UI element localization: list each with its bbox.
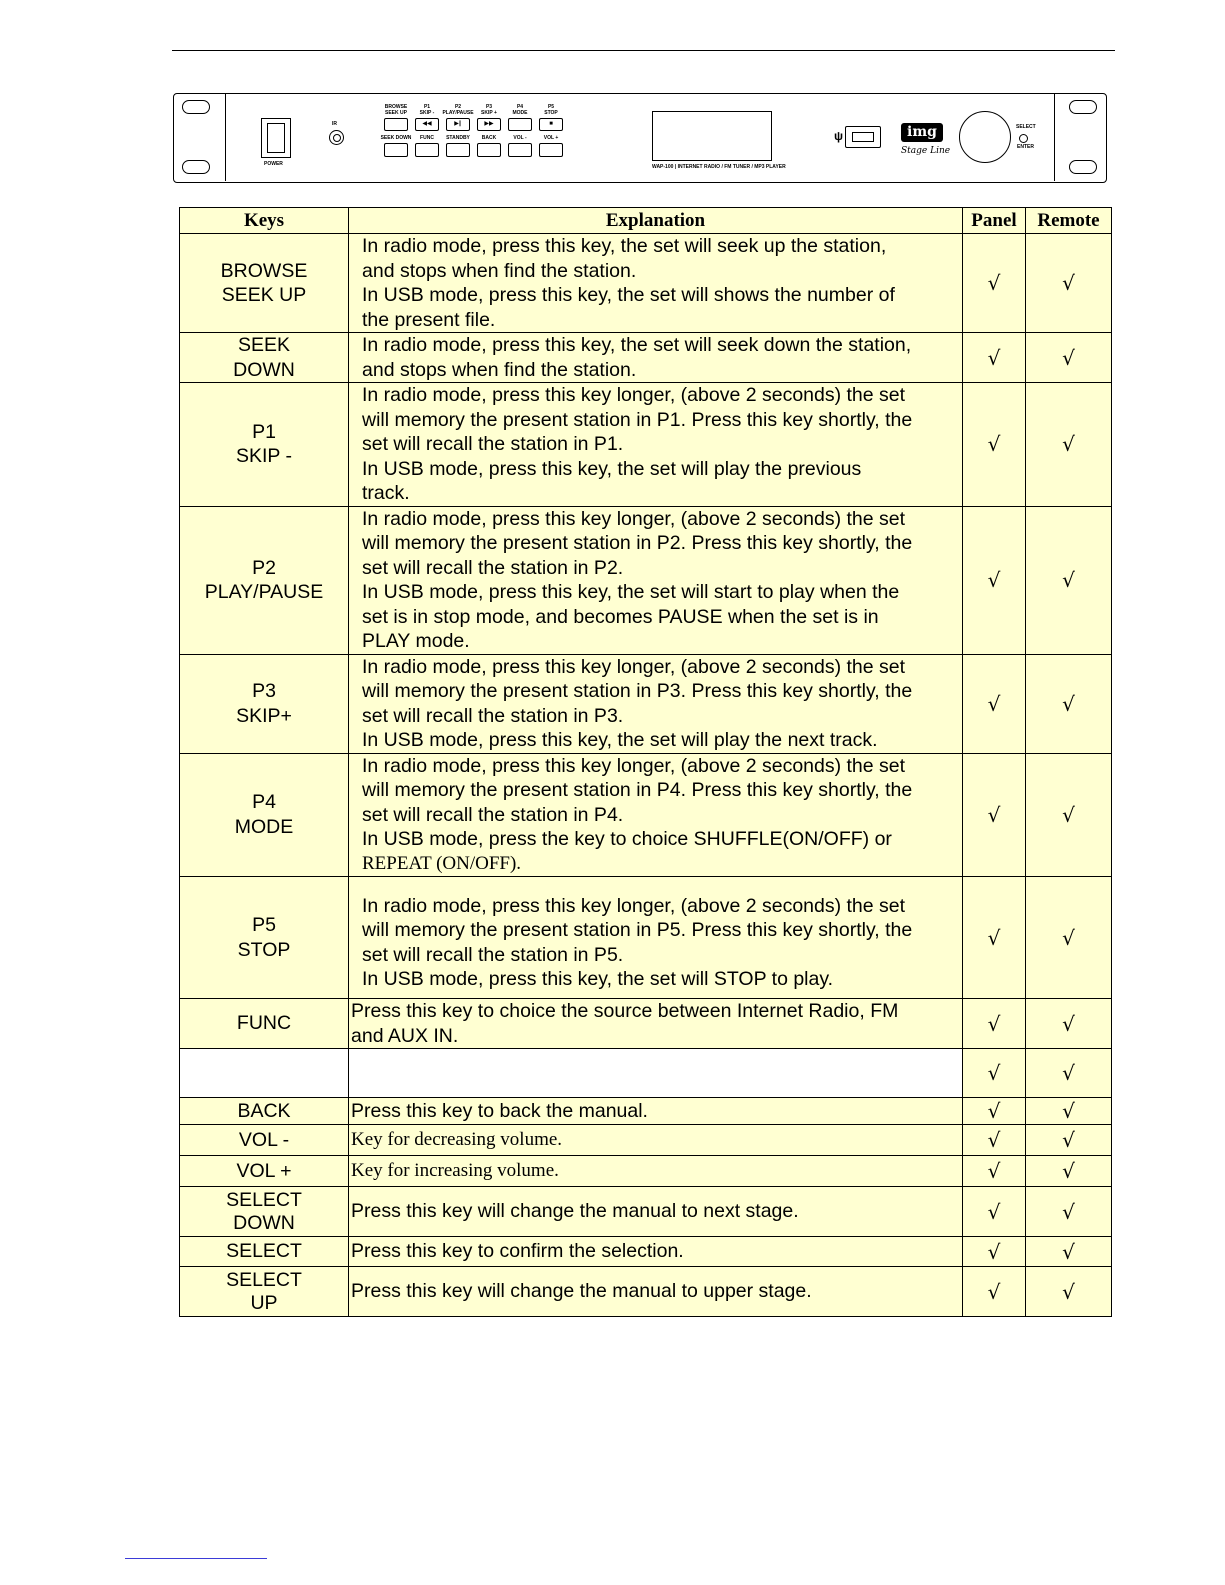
- table-row: [180, 877, 1112, 999]
- footer-link-underline: [125, 1558, 267, 1559]
- panel-key-bottom: [477, 143, 501, 157]
- explanation-line: the present file.: [362, 308, 496, 331]
- panel-key-label: VOL -: [513, 135, 527, 141]
- explanation-line: will memory the present station in P5. Press this key shortly, the: [362, 919, 913, 941]
- panel-check: √: [963, 1125, 1026, 1156]
- explanation-cell: [349, 1156, 963, 1187]
- key-cell: [180, 1098, 349, 1125]
- explanation-cell: [349, 654, 963, 753]
- explanation-line: set will recall the station in P5.: [362, 943, 624, 966]
- mounting-slot: [1069, 160, 1097, 174]
- panel-check: √: [963, 654, 1026, 753]
- header-keys: Keys: [180, 208, 349, 234]
- key-cell: [180, 1267, 349, 1317]
- key-cell: [180, 1156, 349, 1187]
- mounting-slot: [182, 160, 210, 174]
- table-row: [180, 999, 1112, 1049]
- explanation-line: In radio mode, press this key longer, (above 2 seconds) the set: [362, 894, 906, 917]
- table-row: [180, 506, 1112, 654]
- explanation-line: In radio mode, press this key, the set will seek down the station,: [362, 334, 912, 356]
- panel-check: √: [963, 234, 1026, 333]
- header-panel: Panel: [963, 208, 1026, 234]
- panel-key-top: ◀◀: [415, 118, 439, 131]
- explanation-cell: [349, 1098, 963, 1125]
- table-row: [180, 1098, 1112, 1125]
- key-name: SELECT: [226, 1240, 302, 1263]
- remote-check: √: [1026, 1237, 1112, 1267]
- key-name: SKIP -: [236, 445, 292, 468]
- table-row: [180, 1267, 1112, 1317]
- panel-check: √: [963, 753, 1026, 877]
- panel-check: √: [963, 1237, 1026, 1267]
- remote-check: √: [1026, 1049, 1112, 1098]
- panel-check: √: [963, 1267, 1026, 1317]
- panel-check: √: [963, 1156, 1026, 1187]
- panel-key-label-bottom: MODE: [512, 110, 528, 116]
- panel-key-label-bottom: SKIP -: [419, 110, 435, 116]
- panel-key-bottom: [384, 143, 408, 157]
- explanation-line: and stops when find the station.: [362, 358, 637, 381]
- remote-check: √: [1026, 506, 1112, 654]
- explanation-line: Key for decreasing volume.: [351, 1128, 563, 1150]
- panel-key-top: ■: [539, 118, 563, 131]
- panel-key-label-top: P3: [485, 104, 493, 110]
- panel-check: √: [963, 383, 1026, 507]
- panel-check: √: [963, 1049, 1026, 1098]
- enter-icon: [1019, 134, 1028, 143]
- key-cell: [180, 1049, 349, 1098]
- panel-key-label-top: P4: [516, 104, 524, 110]
- panel-check: √: [963, 333, 1026, 383]
- panel-key-bottom: [508, 143, 532, 157]
- explanation-line: In USB mode, press this key, the set will STOP to play.: [362, 968, 834, 990]
- explanation-line: set will recall the station in P3.: [362, 704, 624, 727]
- panel-check: √: [963, 877, 1026, 999]
- table-row: [180, 1125, 1112, 1156]
- key-cell: [180, 1125, 349, 1156]
- explanation-line: Press this key to back the manual.: [351, 1099, 648, 1122]
- key-name: BROWSE: [220, 259, 308, 282]
- panel-check: √: [963, 999, 1026, 1049]
- remote-check: √: [1026, 234, 1112, 333]
- key-cell: [180, 1237, 349, 1267]
- explanation-line: REPEAT (ON/OFF).: [362, 852, 522, 874]
- select-label: SELECT: [1016, 124, 1036, 130]
- key-name: DOWN: [233, 358, 295, 381]
- remote-check: √: [1026, 1187, 1112, 1237]
- power-label: POWER: [264, 161, 283, 167]
- explanation-cell: [349, 877, 963, 999]
- key-name: MODE: [234, 815, 294, 838]
- usb-icon: ψ: [834, 129, 844, 143]
- explanation-line: Key for increasing volume.: [351, 1159, 559, 1181]
- remote-check: √: [1026, 1125, 1112, 1156]
- explanation-line: In USB mode, press this key, the set will start to play when the: [362, 581, 900, 603]
- header-remote: Remote: [1026, 208, 1112, 234]
- select-knob: [959, 111, 1011, 163]
- panel-key-label: STANDBY: [446, 135, 470, 141]
- table-row: [180, 1156, 1112, 1187]
- explanation-line: In radio mode, press this key longer, (above 2 seconds) the set: [362, 507, 906, 530]
- key-cell: [180, 383, 349, 507]
- explanation-line: In radio mode, press this key, the set will seek up the station,: [362, 235, 887, 257]
- explanation-line: In USB mode, press this key, the set will play the previous: [362, 457, 862, 480]
- key-cell: [180, 234, 349, 333]
- front-panel-illustration: [173, 93, 1107, 183]
- explanation-line: In radio mode, press this key longer, (above 2 seconds) the set: [362, 384, 906, 406]
- panel-key-label: SEEK DOWN: [380, 135, 412, 141]
- explanation-line: track.: [362, 482, 410, 504]
- key-name: STOP: [237, 938, 291, 961]
- panel-key-label-bottom: SKIP +: [481, 110, 497, 116]
- explanation-line: In radio mode, press this key longer, (above 2 seconds) the set: [362, 754, 906, 777]
- key-name: SEEK UP: [221, 284, 307, 306]
- key-cell: [180, 654, 349, 753]
- mounting-slot: [182, 100, 210, 114]
- rack-ear-right: [1054, 94, 1106, 181]
- key-cell: [180, 877, 349, 999]
- panel-key-label-top: P1: [423, 104, 431, 110]
- panel-check: √: [963, 1098, 1026, 1125]
- panel-key-label-bottom: STOP: [544, 110, 558, 116]
- explanation-line: Press this key will change the manual to next stage.: [351, 1200, 799, 1223]
- remote-check: √: [1026, 654, 1112, 753]
- explanation-line: PLAY mode.: [362, 630, 470, 652]
- explanation-line: In radio mode, press this key longer, (above 2 seconds) the set: [362, 655, 906, 678]
- table-row: [180, 333, 1112, 383]
- panel-key-label-top: P2: [454, 104, 462, 110]
- key-cell: [180, 999, 349, 1049]
- table-row: [180, 1187, 1112, 1237]
- key-name: P3: [252, 680, 276, 702]
- key-name: P5: [252, 914, 276, 936]
- table-row: [180, 753, 1112, 877]
- explanation-line: set will recall the station in P4.: [362, 803, 624, 826]
- explanation-cell: [349, 1125, 963, 1156]
- key-name: PLAY/PAUSE: [204, 581, 324, 603]
- mounting-slot: [1069, 100, 1097, 114]
- panel-check: √: [963, 1187, 1026, 1237]
- key-name: UP: [250, 1291, 278, 1314]
- rack-ear-left: [174, 94, 226, 181]
- usb-port: [845, 126, 881, 148]
- panel-key-label-bottom: SEEK UP: [385, 110, 407, 116]
- explanation-line: will memory the present station in P2. Press this key shortly, the: [362, 532, 913, 554]
- power-switch: [261, 118, 291, 158]
- explanation-cell: [349, 383, 963, 507]
- table-row: [180, 1049, 1112, 1098]
- panel-check: √: [963, 506, 1026, 654]
- key-cell: [180, 333, 349, 383]
- remote-check: √: [1026, 333, 1112, 383]
- panel-key-bottom: [539, 143, 563, 157]
- explanation-cell: [349, 1187, 963, 1237]
- explanation-line: Press this key will change the manual to upper stage.: [351, 1280, 812, 1303]
- panel-key-top: [508, 118, 532, 131]
- table-row: [180, 234, 1112, 333]
- header-rule: [172, 50, 1115, 51]
- explanation-cell: [349, 753, 963, 877]
- key-name: SELECT: [226, 1268, 302, 1291]
- panel-key-top: ▶∥: [446, 118, 470, 131]
- panel-key-top: ▶▶: [477, 118, 501, 131]
- explanation-line: Press this key to confirm the selection.: [351, 1240, 684, 1263]
- key-name: SKIP+: [236, 704, 292, 727]
- key-name: P1: [252, 420, 276, 443]
- key-name: SEEK: [237, 334, 291, 356]
- explanation-cell: [349, 234, 963, 333]
- remote-check: √: [1026, 383, 1112, 507]
- remote-check: √: [1026, 1098, 1112, 1125]
- panel-key-label-top: P5: [547, 104, 555, 110]
- explanation-line: In USB mode, press the key to choice SHUFFLE(ON/OFF) or: [362, 828, 892, 850]
- table-body: [180, 234, 1112, 1317]
- explanation-line: set will recall the station in P1.: [362, 433, 624, 455]
- explanation-cell: [349, 333, 963, 383]
- model-label: WAP-100 | INTERNET RADIO / FM TUNER / MP3 PLAYER: [652, 164, 786, 170]
- panel-key-label-top: BROWSE: [384, 104, 408, 110]
- key-name: FUNC: [236, 1012, 292, 1035]
- table-row: [180, 383, 1112, 507]
- explanation-line: set is in stop mode, and becomes PAUSE when the set is in: [362, 605, 879, 628]
- key-cell: [180, 1187, 349, 1237]
- panel-key-bottom: [446, 143, 470, 157]
- key-cell: [180, 753, 349, 877]
- explanation-cell: [349, 1267, 963, 1317]
- key-name: BACK: [237, 1099, 291, 1122]
- panel-key-top: [384, 118, 408, 131]
- explanation-line: In USB mode, press this key, the set will shows the number of: [362, 284, 895, 306]
- explanation-cell: [349, 1049, 963, 1098]
- explanation-cell: [349, 999, 963, 1049]
- panel-key-label: FUNC: [420, 135, 434, 141]
- explanation-line: Press this key to choice the source between Internet Radio, FM: [351, 1000, 899, 1022]
- key-name: P2: [252, 556, 276, 579]
- explanation-line: will memory the present station in P4. Press this key shortly, the: [362, 779, 913, 801]
- remote-check: √: [1026, 753, 1112, 877]
- table-row: [180, 654, 1112, 753]
- remote-check: √: [1026, 1156, 1112, 1187]
- key-name: SELECT: [226, 1188, 302, 1211]
- brand-logo-sub: Stage Line: [901, 146, 951, 156]
- remote-check: √: [1026, 1267, 1112, 1317]
- key-name: P4: [252, 791, 276, 814]
- header-explanation: Explanation: [349, 208, 963, 234]
- key-name: VOL -: [238, 1128, 290, 1151]
- key-name: DOWN: [233, 1211, 295, 1234]
- table-row: [180, 1237, 1112, 1267]
- enter-label: ENTER: [1017, 144, 1034, 150]
- panel-key-label: BACK: [481, 135, 497, 141]
- explanation-line: In USB mode, press this key, the set will play the next track.: [362, 729, 878, 751]
- explanation-line: will memory the present station in P1. Press this key shortly, the: [362, 408, 913, 431]
- explanation-cell: [349, 1237, 963, 1267]
- explanation-line: will memory the present station in P3. Press this key shortly, the: [362, 680, 913, 702]
- lcd-display: [652, 111, 772, 161]
- remote-check: √: [1026, 877, 1112, 999]
- explanation-line: set will recall the station in P2.: [362, 556, 624, 579]
- explanation-cell: [349, 506, 963, 654]
- panel-key-bottom: [415, 143, 439, 157]
- explanation-line: and stops when find the station.: [362, 259, 637, 282]
- key-name: VOL +: [236, 1159, 292, 1182]
- remote-check: √: [1026, 999, 1112, 1049]
- key-cell: [180, 506, 349, 654]
- explanation-line: and AUX IN.: [351, 1024, 459, 1047]
- keys-table: [179, 207, 1112, 1317]
- ir-sensor: [329, 130, 344, 145]
- brand-logo: img: [901, 123, 943, 142]
- panel-key-label: VOL +: [543, 135, 559, 141]
- ir-label: IR: [332, 121, 337, 127]
- table-header-row: [180, 208, 1112, 234]
- panel-key-label-bottom: PLAY/PAUSE: [442, 110, 474, 116]
